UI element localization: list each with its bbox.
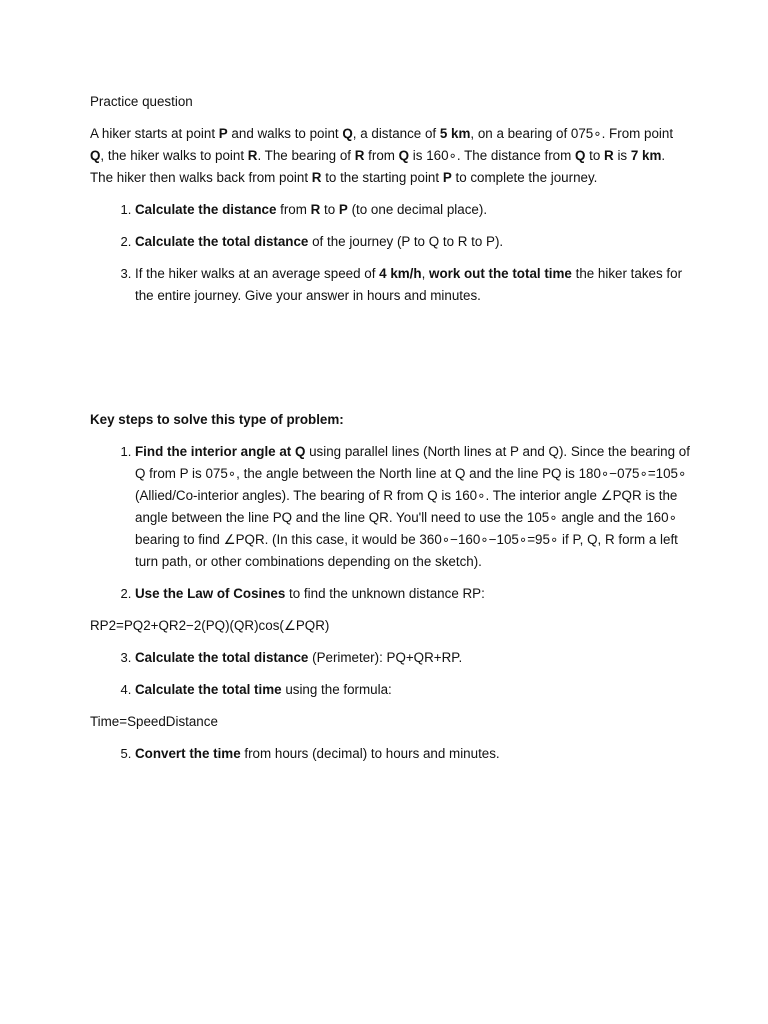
bold-text: Calculate the total distance xyxy=(135,650,309,665)
blank-space xyxy=(90,317,690,409)
question-list xyxy=(90,199,690,307)
question-item: 2. Calculate the total distance of the journey (P to Q to R to P). xyxy=(135,231,690,253)
steps-list-a xyxy=(90,441,690,605)
bold-text: Q xyxy=(90,148,101,163)
bold-text: Calculate the total time xyxy=(135,682,282,697)
bold-text: Q xyxy=(575,148,586,163)
bold-text: 4 km/h xyxy=(379,266,422,281)
bold-text: R xyxy=(311,170,322,185)
law-of-cosines-formula: RP2=PQ2+QR2−2(PQ)(QR)cos(∠PQR) xyxy=(90,618,330,633)
bold-text: Calculate the distance xyxy=(135,202,277,217)
bold-text: P xyxy=(218,126,228,141)
bold-text: Q xyxy=(342,126,353,141)
steps-list-c xyxy=(90,743,690,765)
bold-text: Convert the time xyxy=(135,746,241,761)
bold-text: 5 km xyxy=(439,126,471,141)
bold-text: R xyxy=(354,148,365,163)
step-item: 2. Use the Law of Cosines to find the unknown distance RP: xyxy=(135,583,690,605)
problem-statement: A hiker starts at point P and walks to point Q, a distance of 5 km, on a bearing of 075∘. From point Q, the hiker walks to point R. The bearing of R from Q is 160∘. The distance from Q to R is 7 km. The hiker then walks back from point R to the starting point P to complete the journey. xyxy=(90,126,674,185)
bold-text: Use the Law of Cosines xyxy=(135,586,286,601)
practice-title: Practice question xyxy=(90,94,193,109)
time-formula: Time=SpeedDistance xyxy=(90,714,218,729)
steps-list-b xyxy=(90,647,690,701)
bold-text: Q xyxy=(398,148,410,163)
document-body xyxy=(90,91,690,775)
key-steps-heading: Key steps to solve this type of problem: xyxy=(90,412,344,427)
step-item: 4. Calculate the total time using the formula: xyxy=(135,679,690,701)
bold-text: work out the total time xyxy=(429,266,572,281)
question-item: 1. Calculate the distance from R to P (to one decimal place). xyxy=(135,199,690,221)
bold-text: Calculate the total distance xyxy=(135,234,309,249)
step-item: 3. Calculate the total distance (Perimeter): PQ+QR+RP. xyxy=(135,647,690,669)
bold-text: R xyxy=(604,148,614,163)
bold-text: P xyxy=(442,170,452,185)
step-item: 5. Convert the time from hours (decimal) to hours and minutes. xyxy=(135,743,690,765)
bold-text: R xyxy=(310,202,321,217)
question-item: 3. If the hiker walks at an average speed of 4 km/h, work out the total time the hiker takes for the entire journey. Give your answer in hours and minutes. xyxy=(135,263,690,307)
bold-text: R xyxy=(247,148,258,163)
step-item: 1. Find the interior angle at Q using parallel lines (North lines at P and Q). Since the bearing of Q from P is 075∘, the angle between the North line at Q and the line PQ is 180∘−075∘=105∘ (Allied/Co-interior angles). The bearing of R from Q is 160∘. The interior angle ∠PQR is the angle between the line PQ and the line QR. You'll need to use the 105∘ angle and the 160∘ bearing to find ∠PQR. (In this case, it would be 360∘−160∘−105∘=95∘ if P, Q, R form a left turn path, or other combinations depending on the sketch). xyxy=(135,441,690,573)
bold-text: P xyxy=(338,202,348,217)
bold-text: Find the interior angle at Q xyxy=(135,444,306,459)
bold-text: 7 km xyxy=(630,148,662,163)
